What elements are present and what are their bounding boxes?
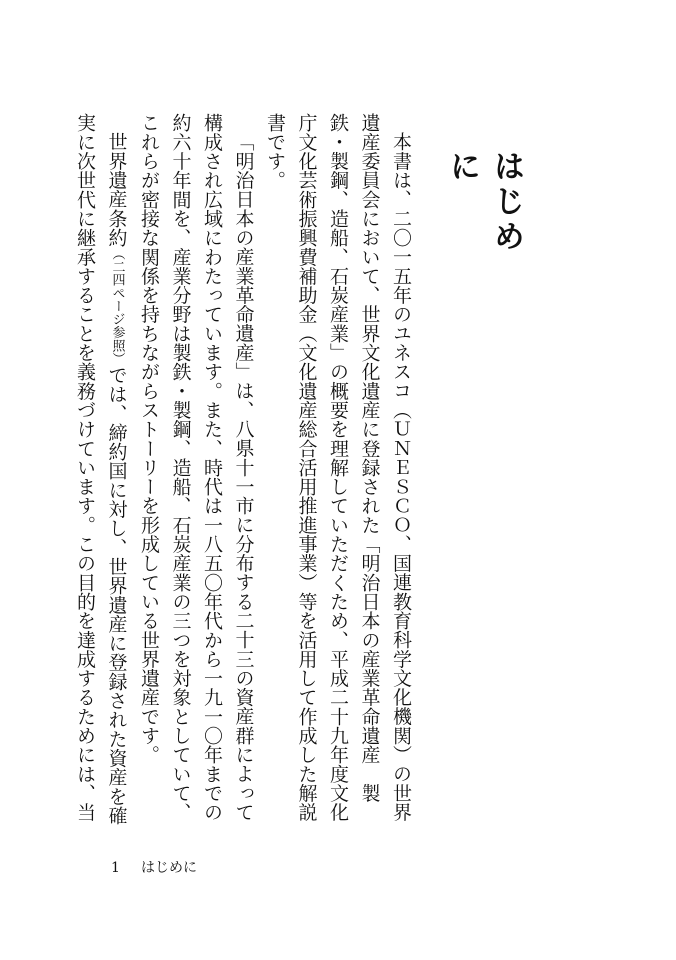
- running-header: はじめに: [141, 860, 197, 876]
- body-text: [69, 113, 417, 838]
- page-title: はじめに: [444, 150, 524, 255]
- paragraph-heritage-overview: 「明治日本の産業革命遺産」は、八県十一市に分布する二十三の資産群によって構成され広域にわたっています。また、時代は一八五〇年代から一九一〇年までの約六十年間を、産業分野は製鉄・製鋼、造船、石炭産業の三つを対象としていて、これらが密接な関係を持ちながらストーリーを形成している世界遺産です。: [138, 113, 255, 822]
- page-number: 1: [111, 860, 120, 876]
- page-footer: [111, 858, 197, 878]
- convention-text-start: 世界遺産条約: [105, 132, 128, 247]
- paragraph-intro: 本書は、二〇一五年のユネスコ（ＵＮＥＳＣＯ、国連教育科学文化機関）の世界遺産委員会において、世界文化遺産に登録された「明治日本の産業革命遺産 製鉄・製鋼、造船、石炭産業」の概要を理解していただくため、平成二十九年度文化庁文化芸術振興費補助金（文化遺産総合活用推進事業）等を活用して作成した解説書です。: [264, 113, 412, 822]
- convention-text-end: では、締約国に対し、世界遺産に登録された資産を確実に次世代に継承することを義務づけています。この目的を達成するためには、当: [74, 113, 128, 825]
- paragraph-convention: [69, 113, 133, 838]
- page-reference-note: （二四ページ参照）: [109, 246, 125, 366]
